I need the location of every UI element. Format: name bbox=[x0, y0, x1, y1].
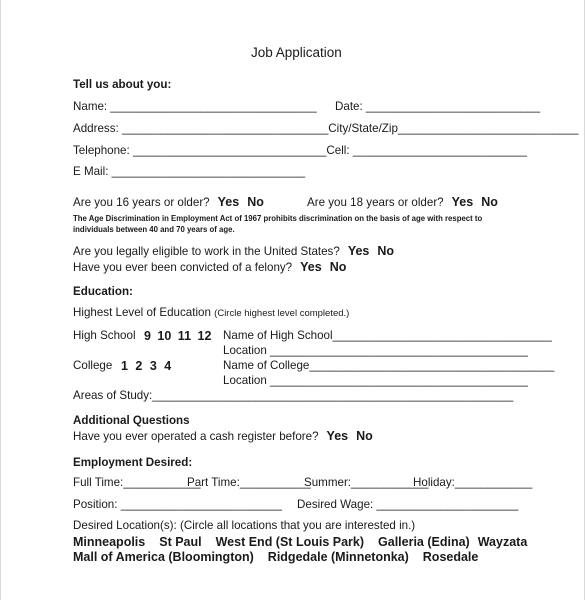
location-option[interactable]: St Paul bbox=[159, 535, 202, 549]
location-option[interactable]: Minneapolis bbox=[73, 535, 146, 549]
highest-education-label: Highest Level of Education bbox=[73, 306, 211, 319]
holiday-field[interactable]: Holiday:____________ bbox=[413, 476, 533, 489]
desired-wage-field[interactable]: Desired Wage: ______________________ bbox=[297, 498, 519, 511]
answer-cash-register-no[interactable]: No bbox=[356, 429, 373, 443]
email-field[interactable]: E Mail: ______________________________ bbox=[73, 165, 306, 178]
location-option[interactable]: Ridgedale (Minnetonka) bbox=[267, 550, 409, 564]
high-school-label: High School bbox=[73, 329, 136, 342]
location-option[interactable]: Wayzata bbox=[477, 535, 528, 549]
question-cash-register bbox=[73, 429, 373, 444]
answer-18-yes[interactable]: Yes bbox=[451, 195, 474, 209]
section-heading-additional: Additional Questions bbox=[73, 414, 190, 427]
summer-field[interactable]: Summer:____________ bbox=[304, 476, 429, 489]
answer-felony-no[interactable]: No bbox=[329, 260, 347, 274]
question-eligible-label: Are you legally eligible to work in the United States? bbox=[73, 245, 340, 258]
age-notice-line-1: The Age Discrimination in Employment Act of 1967 prohibits discrimination on the basis of age with respect to bbox=[73, 214, 483, 223]
location-option[interactable]: Galleria (Edina) bbox=[378, 535, 470, 549]
question-felony bbox=[73, 260, 346, 275]
address-field[interactable]: Address: ________________________________City/State/Zip____________________________ bbox=[73, 122, 579, 135]
answer-eligible-yes[interactable]: Yes bbox=[347, 244, 370, 258]
high-school-location-field[interactable]: Location ________________________________________ bbox=[223, 344, 528, 357]
areas-of-study-field[interactable]: Areas of Study:________________________________________________________ bbox=[73, 389, 514, 402]
college-location-field[interactable]: Location ________________________________________ bbox=[223, 374, 528, 387]
telephone-field[interactable]: Telephone: ______________________________Cell: ___________________________ bbox=[73, 144, 527, 157]
question-16-or-older bbox=[73, 195, 264, 210]
part-time-field[interactable]: Part Time:___________ bbox=[187, 476, 311, 489]
section-heading-education: Education: bbox=[73, 285, 133, 298]
date-field[interactable]: Date: ___________________________ bbox=[335, 100, 541, 113]
question-felony-label: Have you ever been convicted of a felony? bbox=[73, 261, 293, 274]
page-title: Job Application bbox=[251, 45, 342, 60]
locations-row-2 bbox=[73, 550, 478, 564]
question-18-or-older bbox=[307, 195, 498, 210]
college-name-field[interactable]: Name of College______________________________________ bbox=[223, 359, 555, 372]
position-field[interactable]: Position: _________________________ bbox=[73, 498, 282, 511]
highest-education-hint: (Circle highest level completed.) bbox=[214, 308, 350, 319]
answer-felony-yes[interactable]: Yes bbox=[300, 260, 322, 274]
high-school-name-field[interactable]: Name of High School__________________________________ bbox=[223, 329, 552, 342]
desired-locations-label: Desired Location(s): (Circle all locations that you are interested in.) bbox=[73, 519, 416, 532]
question-eligible-to-work bbox=[73, 244, 394, 259]
college-years[interactable]: 1 2 3 4 bbox=[121, 359, 172, 373]
age-notice-line-2: individuals between 40 and 70 years of age. bbox=[73, 225, 235, 234]
location-option[interactable]: Rosedale bbox=[422, 550, 479, 564]
highest-education-row bbox=[73, 306, 349, 321]
answer-eligible-no[interactable]: No bbox=[377, 244, 395, 258]
college-label: College bbox=[73, 359, 113, 372]
location-option[interactable]: West End (St Louis Park) bbox=[215, 535, 365, 549]
location-option[interactable]: Mall of America (Bloomington) bbox=[73, 550, 254, 564]
section-heading-about: Tell us about you: bbox=[73, 78, 172, 91]
locations-row-1 bbox=[73, 535, 527, 549]
question-18-label: Are you 18 years or older? bbox=[307, 196, 444, 209]
name-field[interactable]: Name: ________________________________ bbox=[73, 100, 317, 113]
answer-18-no[interactable]: No bbox=[481, 195, 498, 209]
answer-16-no[interactable]: No bbox=[247, 195, 264, 209]
high-school-grades[interactable]: 9 10 11 12 bbox=[144, 329, 212, 343]
full-time-field[interactable]: Full Time:____________ bbox=[73, 476, 201, 489]
section-heading-employment: Employment Desired: bbox=[73, 456, 193, 469]
question-16-label: Are you 16 years or older? bbox=[73, 196, 210, 209]
question-cash-register-label: Have you ever operated a cash register before? bbox=[73, 430, 319, 443]
answer-16-yes[interactable]: Yes bbox=[217, 195, 240, 209]
answer-cash-register-yes[interactable]: Yes bbox=[326, 429, 349, 443]
